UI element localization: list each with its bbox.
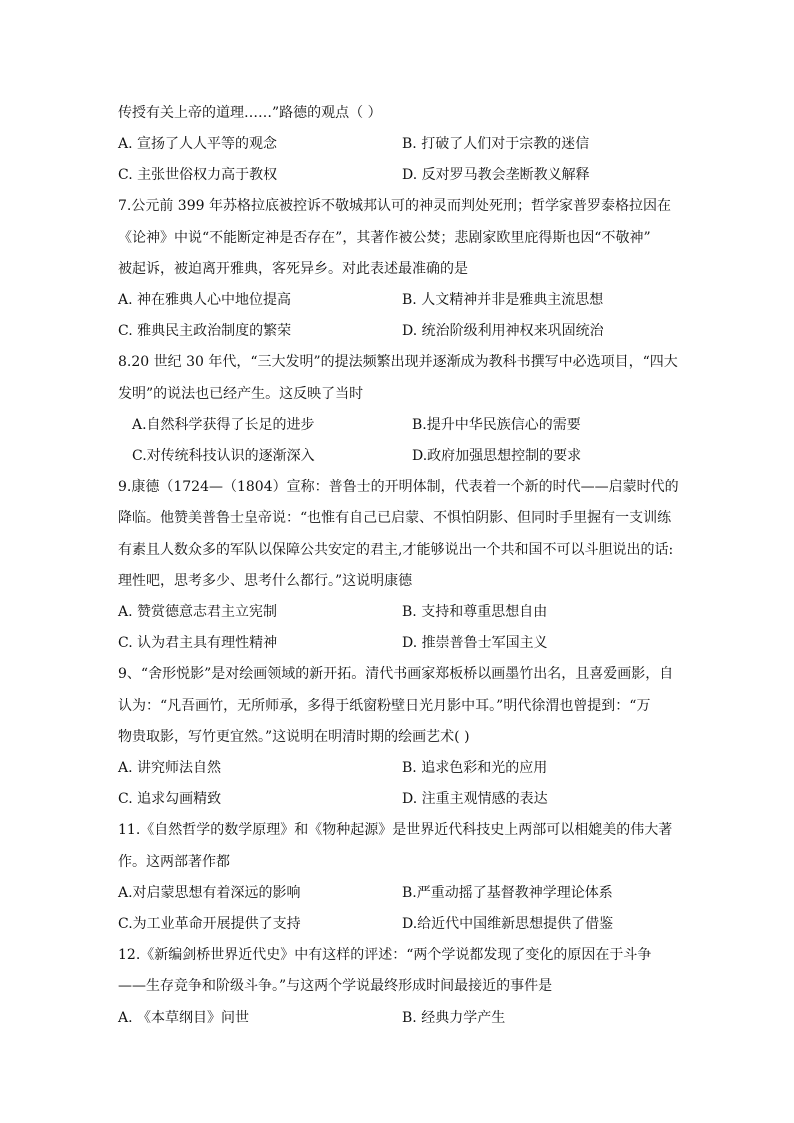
q6-option-b: B. 打破了人们对于宗教的迷信: [402, 136, 590, 152]
q12-stem-line-1: 12.《新编剑桥世界近代史》中有这样的评述：“两个学说都发现了变化的原因在于斗争: [118, 947, 652, 963]
q8-option-c: C.对传统科技认识的逐渐深入: [132, 448, 315, 464]
q9a-stem-line-1: 9.康德（1724—（1804）宣称：普鲁士的开明体制，代表着一个新的时代——启蒙时代的: [118, 479, 679, 495]
q9a-stem-line-4: 理性吧，思考多少、思考什么都行。”这说明康德: [118, 573, 413, 589]
q12-stem-line-2: ——生存竞争和阶级斗争。”与这两个学说最终形成时间最接近的事件是: [118, 978, 553, 994]
q9a-option-b: B. 支持和尊重思想自由: [402, 604, 548, 620]
q7-stem-line-1: 7.公元前 399 年苏格拉底被控诉不敬城邦认可的神灵而判处死刑；哲学家普罗泰格拉因在: [118, 198, 671, 214]
q9a-option-c: C. 认为君主具有理性精神: [118, 635, 278, 651]
q9b-stem-line-2: 认为：“凡吾画竹，无所师承，多得于纸窗粉壁日光月影中耳。”明代徐渭也曾提到：“万: [118, 698, 651, 714]
q6-stem-tail: 传授有关上帝的道理……”路德的观点（ ）: [118, 105, 382, 121]
q12-option-a: A. 《本草纲目》问世: [118, 1010, 250, 1026]
q9a-stem-line-3: 有素且人数众多的军队以保障公共安定的君主,才能够说出一个共和国不可以斗胆说出的话:: [118, 542, 674, 558]
q9b-option-a: A. 讲究师法自然: [118, 760, 222, 776]
q6-option-c: C. 主张世俗权力高于教权: [118, 167, 278, 183]
q8-option-d: D.政府加强思想控制的要求: [412, 448, 582, 464]
q6-option-d: D. 反对罗马教会垄断教义解释: [402, 167, 590, 183]
q11-stem-line-2: 作。这两部著作都: [118, 854, 230, 870]
q9b-option-d: D. 注重主观情感的表达: [402, 791, 548, 807]
q9b-stem-line-1: 9、“舍形悦影”是对绘画领域的新开拓。清代书画家郑板桥以画墨竹出名，且喜爱画影，自: [118, 666, 674, 682]
q11-option-a: A.对启蒙思想有着深远的影响: [118, 885, 301, 901]
q9b-stem-line-3: 物贵取影，写竹更宜然。”这说明在明清时期的绘画艺术( ): [118, 729, 470, 745]
q6-option-a: A. 宣扬了人人平等的观念: [118, 136, 278, 152]
q7-stem-line-3: 被起诉，被迫离开雅典，客死异乡。对此表述最准确的是: [118, 261, 468, 277]
q8-option-b: B.提升中华民族信心的需要: [412, 417, 581, 433]
q11-option-d: D.给近代中国维新思想提供了借鉴: [402, 916, 614, 932]
q9b-option-b: B. 追求色彩和光的应用: [402, 760, 548, 776]
q12-option-b: B. 经典力学产生: [402, 1010, 506, 1026]
q8-option-a: A.自然科学获得了长足的进步: [132, 417, 315, 433]
q7-stem-line-2: 《论神》中说“不能断定神是否存在”，其著作被公焚；悲剧家欧里庇得斯也因“不敬神”: [118, 230, 651, 246]
q9a-option-a: A. 赞赏德意志君主立宪制: [118, 604, 278, 620]
q8-stem-line-1: 8.20 世纪 30 年代，“三大发明”的提法频繁出现并逐渐成为教科书撰写中必选项目，“四大: [118, 354, 678, 370]
q11-option-b: B.严重动摇了基督教神学理论体系: [402, 885, 613, 901]
q9b-option-c: C. 追求勾画精致: [118, 791, 222, 807]
q7-option-c: C. 雅典民主政治制度的繁荣: [118, 323, 292, 339]
q7-option-a: A. 神在雅典人心中地位提高: [118, 292, 292, 308]
q7-option-b: B. 人文精神并非是雅典主流思想: [402, 292, 604, 308]
q8-stem-line-2: 发明”的说法也已经产生。这反映了当时: [118, 386, 364, 402]
q11-stem-line-1: 11.《自然哲学的数学原理》和《物种起源》是世界近代科技史上两部可以相媲美的伟大著: [118, 822, 673, 838]
q7-option-d: D. 统治阶级利用神权来巩固统治: [402, 323, 604, 339]
q9a-stem-line-2: 降临。他赞美普鲁士皇帝说：“也惟有自己已启蒙、不惧怕阴影、但同时手里握有一支训练: [118, 510, 672, 526]
q9a-option-d: D. 推崇普鲁士军国主义: [402, 635, 548, 651]
q11-option-c: C.为工业革命开展提供了支持: [118, 916, 301, 932]
